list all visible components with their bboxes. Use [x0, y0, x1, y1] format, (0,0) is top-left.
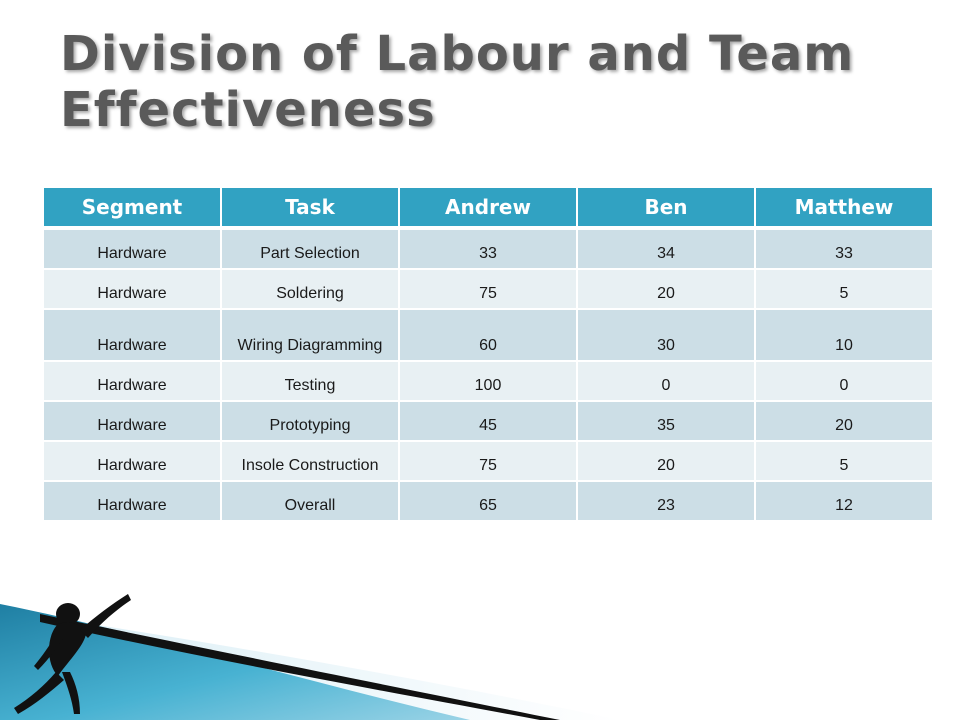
- cell-segment: Hardware: [43, 309, 221, 361]
- cell-ben: 23: [577, 481, 755, 521]
- cell-task: Prototyping: [221, 401, 399, 441]
- cell-ben: 35: [577, 401, 755, 441]
- table-row: [43, 309, 933, 361]
- cell-matthew: 5: [755, 441, 933, 481]
- cell-segment: Hardware: [43, 361, 221, 401]
- header-ben: Ben: [577, 187, 755, 228]
- table-row: [43, 441, 933, 481]
- cell-task: Testing: [221, 361, 399, 401]
- cell-matthew: 33: [755, 228, 933, 269]
- cell-matthew: 20: [755, 401, 933, 441]
- cell-andrew: 65: [399, 481, 577, 521]
- cell-matthew: 12: [755, 481, 933, 521]
- cell-andrew: 100: [399, 361, 577, 401]
- header-segment: Segment: [43, 187, 221, 228]
- header-task: Task: [221, 187, 399, 228]
- cell-segment: Hardware: [43, 441, 221, 481]
- cell-segment: Hardware: [43, 228, 221, 269]
- cell-segment: Hardware: [43, 481, 221, 521]
- cell-matthew: 10: [755, 309, 933, 361]
- cell-ben: 20: [577, 441, 755, 481]
- cell-segment: Hardware: [43, 269, 221, 309]
- cell-andrew: 45: [399, 401, 577, 441]
- cell-task: Wiring Diagramming: [221, 309, 399, 361]
- cell-segment: Hardware: [43, 401, 221, 441]
- table-row: [43, 228, 933, 269]
- table-header-row: [43, 187, 933, 228]
- skater-decoration: [0, 560, 960, 720]
- cell-task: Insole Construction: [221, 441, 399, 481]
- header-matthew: Matthew: [755, 187, 933, 228]
- cell-matthew: 0: [755, 361, 933, 401]
- cell-task: Soldering: [221, 269, 399, 309]
- cell-task: Overall: [221, 481, 399, 521]
- cell-andrew: 75: [399, 441, 577, 481]
- labour-table: [42, 186, 934, 522]
- cell-andrew: 75: [399, 269, 577, 309]
- cell-ben: 34: [577, 228, 755, 269]
- table-row: [43, 401, 933, 441]
- header-andrew: Andrew: [399, 187, 577, 228]
- table-row: [43, 361, 933, 401]
- cell-matthew: 5: [755, 269, 933, 309]
- cell-ben: 20: [577, 269, 755, 309]
- table-row: [43, 481, 933, 521]
- slide-title: Division of Labour and Team Effectiveness: [60, 26, 855, 138]
- cell-andrew: 60: [399, 309, 577, 361]
- cell-ben: 0: [577, 361, 755, 401]
- cell-andrew: 33: [399, 228, 577, 269]
- cell-ben: 30: [577, 309, 755, 361]
- table-row: [43, 269, 933, 309]
- cell-task: Part Selection: [221, 228, 399, 269]
